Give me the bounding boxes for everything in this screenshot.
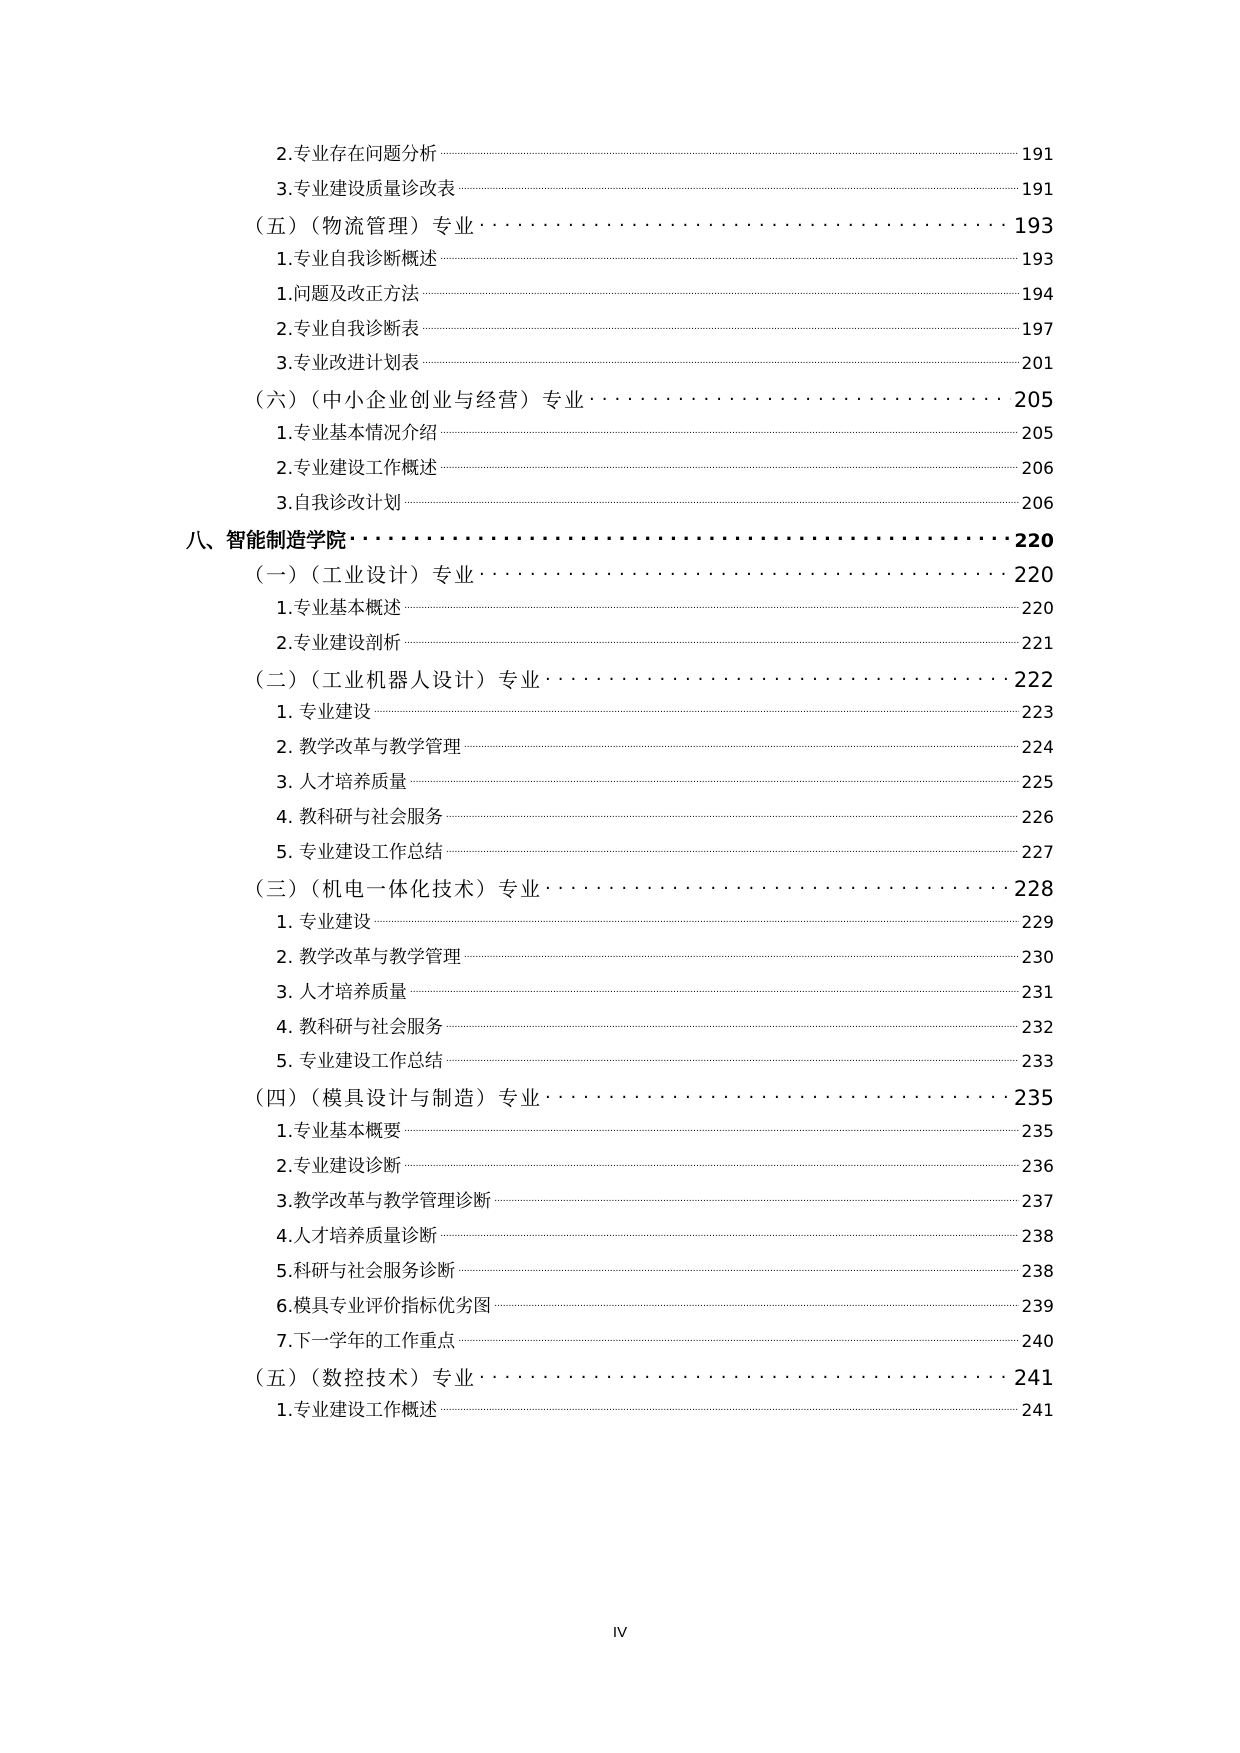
toc-entry[interactable]	[244, 384, 1054, 412]
toc-dot-leader	[446, 1013, 1019, 1033]
toc-entry-page: 241	[1013, 1365, 1054, 1390]
toc-entry[interactable]	[276, 419, 1054, 443]
toc-entry-page: 225	[1021, 773, 1054, 794]
toc-dot-leader	[404, 594, 1018, 614]
toc-entry[interactable]	[276, 1187, 1054, 1211]
toc-dot-leader	[404, 629, 1018, 649]
toc-dot-leader	[464, 733, 1019, 753]
toc-entry-title: 1.专业基本概述	[276, 597, 402, 619]
toc-entry-title: （三）（机电一体化技术）专业	[244, 876, 542, 901]
toc-entry-page: 226	[1021, 808, 1054, 829]
toc-entry-title: 2. 教学改革与教学管理	[276, 946, 461, 968]
toc-entry[interactable]	[276, 698, 1054, 722]
toc-entry[interactable]	[276, 629, 1054, 653]
toc-entry-title: 2. 教学改革与教学管理	[276, 737, 461, 759]
toc-entry[interactable]	[276, 803, 1054, 827]
toc-dot-leader	[446, 838, 1019, 858]
toc-dot-leader	[589, 385, 1011, 407]
toc-entry[interactable]	[276, 768, 1054, 792]
toc-entry-page: 240	[1021, 1331, 1054, 1352]
toc-entry-page: 238	[1021, 1261, 1054, 1282]
toc-entry-page: 206	[1021, 494, 1054, 514]
toc-dot-leader	[545, 874, 1011, 896]
toc-dot-leader	[545, 1083, 1011, 1105]
toc-entry-page: 241	[1021, 1401, 1054, 1422]
toc-dot-leader	[404, 1117, 1018, 1137]
toc-entry-page: 223	[1021, 703, 1054, 724]
toc-entry-title: （五）（物流管理）专业	[244, 213, 476, 238]
toc-entry-title: 5. 专业建设工作总结	[276, 1051, 443, 1073]
toc-entry[interactable]	[276, 175, 1054, 199]
toc-entry-title: （二）（工业机器人设计）专业	[244, 667, 542, 692]
toc-entry-title: （四）（模具设计与制造）专业	[244, 1086, 542, 1111]
toc-entry[interactable]	[276, 943, 1054, 967]
toc-entry[interactable]	[276, 245, 1054, 269]
toc-entry-page: 197	[1021, 319, 1054, 340]
toc-entry-title: 6.模具专业评价指标优劣图	[276, 1295, 492, 1317]
toc-entry-page: 220	[1013, 562, 1054, 587]
toc-entry-title: 3.教学改革与教学管理诊断	[276, 1191, 492, 1212]
toc-entry-page: 201	[1021, 354, 1054, 375]
toc-entry-page: 233	[1021, 1052, 1054, 1073]
toc-dot-leader	[440, 245, 1018, 265]
toc-entry[interactable]	[244, 559, 1054, 587]
toc-entry[interactable]	[276, 1152, 1054, 1176]
toc-dot-leader	[404, 489, 1018, 509]
toc-entry-title: 3.专业改进计划表	[276, 353, 420, 375]
toc-entry-page: 229	[1021, 912, 1054, 933]
toc-entry-title: 2.专业建设工作概述	[276, 458, 438, 480]
toc-entry[interactable]	[244, 210, 1054, 238]
toc-entry[interactable]	[276, 315, 1054, 339]
toc-entry-page: 227	[1021, 843, 1054, 863]
toc-entry-page: 238	[1021, 1226, 1054, 1247]
toc-entry-title: 1. 专业建设	[276, 702, 371, 724]
toc-entry-title: 4. 教科研与社会服务	[276, 807, 443, 829]
toc-entry-page: 221	[1021, 633, 1054, 654]
toc-dot-leader	[422, 349, 1018, 369]
toc-entry-title: 1.专业基本情况介绍	[276, 423, 438, 445]
toc-entry[interactable]	[276, 1013, 1054, 1037]
toc-entry[interactable]	[276, 1222, 1054, 1246]
toc-entry-title: 3. 人才培养质量	[276, 981, 407, 1003]
toc-entry[interactable]	[276, 733, 1054, 757]
toc-entry[interactable]	[276, 594, 1054, 618]
toc-entry-page: 235	[1013, 1086, 1054, 1111]
toc-entry[interactable]	[276, 1396, 1054, 1420]
toc-entry[interactable]	[244, 1362, 1054, 1390]
toc-entry-page: 231	[1021, 982, 1054, 1003]
toc-entry[interactable]	[186, 524, 1054, 552]
toc-entry[interactable]	[276, 454, 1054, 478]
toc-entry[interactable]	[276, 349, 1054, 373]
toc-entry-page: 193	[1021, 249, 1054, 270]
toc-entry[interactable]	[276, 489, 1054, 513]
toc-entry[interactable]	[276, 280, 1054, 304]
toc-entry[interactable]	[276, 1327, 1054, 1351]
toc-entry-page: 230	[1021, 947, 1054, 968]
toc-entry-title: 1.问题及改正方法	[276, 283, 420, 305]
toc-entry-title: 5.科研与社会服务诊断	[276, 1260, 456, 1282]
toc-entry-title: 4. 教科研与社会服务	[276, 1016, 443, 1038]
toc-entry-page: 193	[1013, 213, 1054, 238]
toc-entry[interactable]	[244, 873, 1054, 901]
toc-entry[interactable]	[276, 1047, 1054, 1071]
toc-dot-leader	[494, 1187, 1018, 1207]
toc-entry[interactable]	[244, 664, 1054, 692]
toc-entry[interactable]	[276, 1257, 1054, 1281]
toc-dot-leader	[545, 665, 1011, 687]
toc-entry-title: 5. 专业建设工作总结	[276, 842, 443, 863]
toc-dot-leader	[440, 140, 1018, 160]
toc-entry-title: 3. 人才培养质量	[276, 772, 407, 794]
toc-entry-title: 3.专业建设质量诊改表	[276, 178, 456, 200]
toc-dot-leader	[479, 560, 1011, 582]
toc-dot-leader	[440, 454, 1018, 474]
toc-entry-page: 191	[1021, 145, 1054, 165]
toc-entry[interactable]	[244, 1082, 1054, 1110]
toc-dot-leader	[374, 908, 1019, 928]
toc-entry-page: 228	[1013, 876, 1054, 901]
toc-entry-title: 7.下一学年的工作重点	[276, 1330, 456, 1352]
toc-entry-page: 222	[1013, 667, 1054, 692]
toc-entry-title: 1.专业建设工作概述	[276, 1400, 438, 1422]
toc-entry-page: 205	[1013, 388, 1054, 413]
toc-dot-leader	[458, 1257, 1018, 1277]
toc-entry-title: 2.专业存在问题分析	[276, 144, 438, 165]
toc-entry-page: 235	[1021, 1122, 1054, 1143]
toc-entry[interactable]	[276, 1292, 1054, 1316]
toc-dot-leader	[479, 1363, 1011, 1385]
toc-dot-leader	[440, 419, 1018, 439]
toc-dot-leader	[440, 1222, 1018, 1242]
toc-entry-title: （一）（工业设计）专业	[244, 562, 476, 587]
toc-entry-page: 232	[1021, 1017, 1054, 1038]
toc-entry-title: 1.专业基本概要	[276, 1121, 402, 1143]
toc-dot-leader	[494, 1292, 1018, 1312]
toc-entry[interactable]	[276, 838, 1054, 862]
toc-dot-leader	[410, 768, 1019, 788]
toc-entry-page: 220	[1021, 598, 1054, 619]
toc-dot-leader	[404, 1152, 1018, 1172]
toc-dot-leader	[422, 280, 1018, 300]
toc-dot-leader	[458, 175, 1018, 195]
toc-entry-title: 2.专业自我诊断表	[276, 318, 420, 340]
toc-entry-title: 4.人才培养质量诊断	[276, 1225, 438, 1247]
toc-entry-title: 八、智能制造学院	[186, 527, 346, 552]
toc-entry-page: 236	[1021, 1157, 1054, 1178]
toc-entry-page: 239	[1021, 1296, 1054, 1317]
toc-entry[interactable]	[276, 908, 1054, 932]
toc-entry-page: 224	[1021, 738, 1054, 759]
toc-dot-leader	[410, 978, 1019, 998]
toc-entry-title: （五）（数控技术）专业	[244, 1365, 476, 1390]
toc-dot-leader	[458, 1327, 1018, 1347]
toc-entry[interactable]	[276, 978, 1054, 1002]
toc-entry-title: 2.专业建设剖析	[276, 632, 402, 654]
toc-entry-page: 191	[1021, 179, 1054, 200]
toc-dot-leader	[440, 1396, 1018, 1416]
toc-entry-title: 2.专业建设诊断	[276, 1156, 402, 1178]
toc-entry[interactable]	[276, 1117, 1054, 1141]
toc-dot-leader	[479, 211, 1011, 233]
page-number: IV	[612, 1624, 628, 1641]
toc-entry-page: 206	[1021, 459, 1054, 480]
toc-dot-leader	[422, 315, 1018, 335]
toc-dot-leader	[349, 525, 1011, 547]
toc-dot-leader	[446, 803, 1019, 823]
toc-entry-page: 220	[1014, 529, 1054, 552]
toc-dot-leader	[446, 1047, 1019, 1067]
toc-entry-page: 194	[1021, 284, 1054, 305]
toc-entry-title: （六）（中小企业创业与经营）专业	[244, 388, 586, 413]
toc-entry-title: 3.自我诊改计划	[276, 493, 402, 514]
toc-entry[interactable]	[276, 140, 1054, 164]
toc-entry-title: 1.专业自我诊断概述	[276, 248, 438, 270]
toc-entry-title: 1. 专业建设	[276, 911, 371, 933]
toc-dot-leader	[464, 943, 1019, 963]
toc-entry-page: 237	[1021, 1192, 1054, 1212]
toc-entry-page: 205	[1021, 424, 1054, 445]
toc-dot-leader	[374, 698, 1019, 718]
